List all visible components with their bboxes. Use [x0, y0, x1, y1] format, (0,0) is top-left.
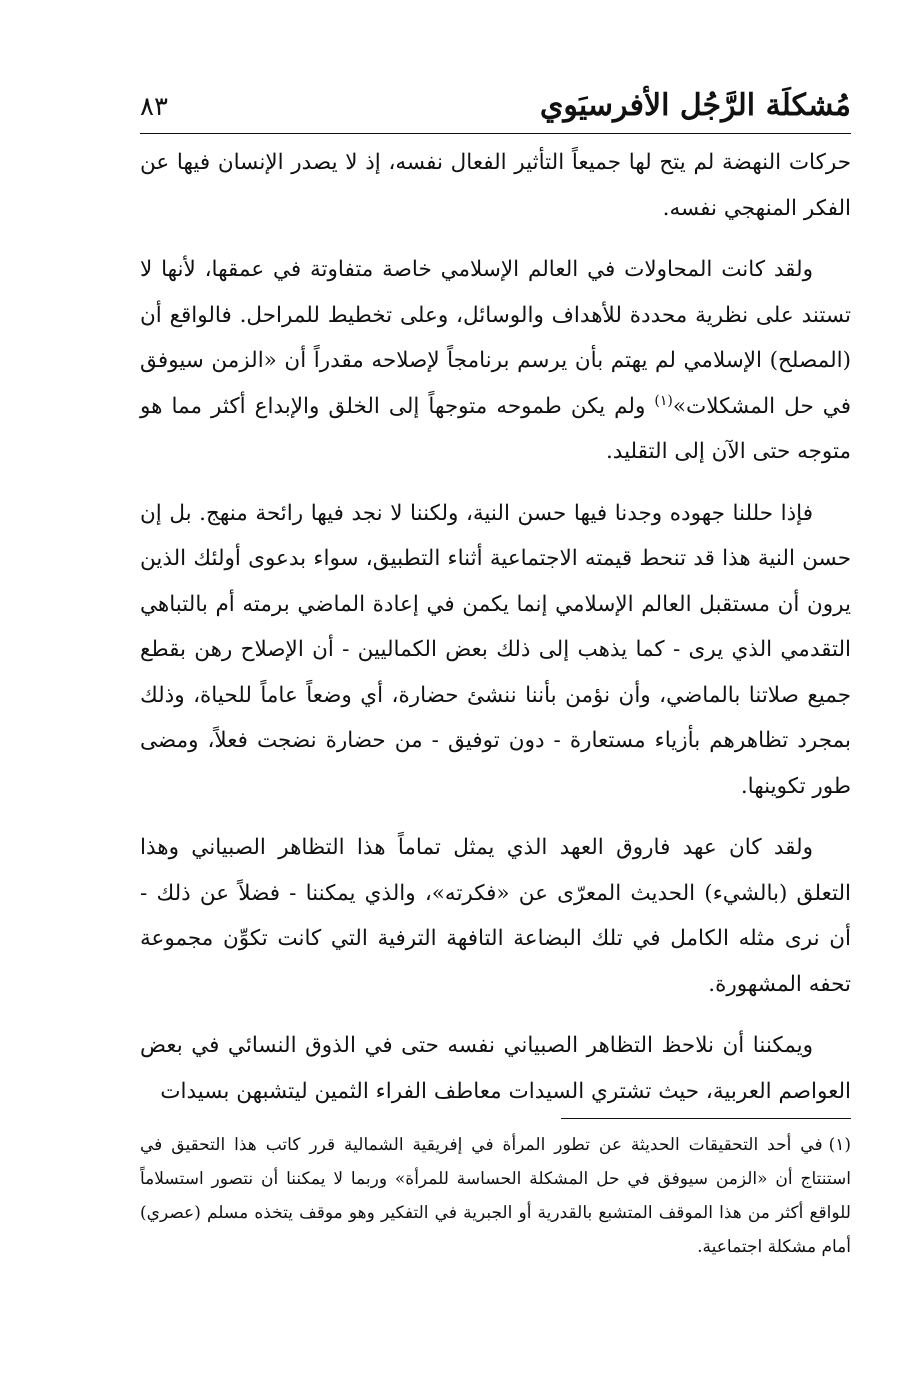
footnote-number: (١) [828, 1135, 851, 1155]
header-divider [140, 133, 851, 134]
footnote-reference: (١) [654, 392, 673, 409]
paragraph-4: ولقد كان عهد فاروق العهد الذي يمثل تماماً هذا التظاهر الصبياني وهذا التعلق (بالشيء) الحديث المعرّى عن «فكرته»، والذي يمكننا - فضلاً عن ذلك - أن نرى مثله الكامل في تلك البضاعة التافهة الترفية التي كانت تكوِّن مجموعة تحفه المشهورة. [140, 835, 851, 997]
footnote-1 [140, 1128, 851, 1264]
paragraph-1: حركات النهضة لم يتح لها جميعاً التأثير الفعال نفسه، إذ لا يصدر الإنسان فيها عن الفكر المنهجي نفسه. [140, 150, 851, 221]
paragraph-2 [140, 247, 851, 475]
footnote-text: في أحد التحقيقات الحديثة عن تطور المرأة في إفريقية الشمالية قرر كاتب هذا التحقيق في استنتاج أن «الزمن سيوفق في حل المشكلة الحساسة للمرأة» وربما لا يمكننا أن نتصور استسلاماً للواقع أكثر من هذا الموقف المتشبع بالقدرية أو الجبرية في التفكير وهو موقف يتخذه مسلم (عصري) أمام مشكلة اجتماعية. [140, 1135, 851, 1257]
page-number: ٨٣ [140, 92, 168, 122]
body-text [140, 140, 851, 1130]
running-title: مُشكلَة الرَّجُل الأفرسيَوي [539, 88, 851, 123]
paragraph-3: فإذا حللنا جهوده وجدنا فيها حسن النية، ولكننا لا نجد فيها رائحة منهج. بل إن حسن النية هذا قد تنحط قيمته الاجتماعية أثناء التطبيق، سواء بدعوى أولئك الذين يرون أن مستقبل العالم الإسلامي إنما يكمن في إعادة الماضي برمته أم بالتباهي التقدمي الذي يرى - كما يذهب إلى ذلك بعض الكماليين - أن الإصلاح رهن بقطع جميع صلاتنا بالماضي، وأن نؤمن بأننا ننشئ حضارة، أي وضعاً عاماً للحياة، وذلك بمجرد تظاهرهم بأزياء مستعارة - دون توفيق - من حضارة نضجت فعلاً، ومضى طور تكوينها. [140, 500, 851, 799]
paragraph-5: ويمكننا أن نلاحظ التظاهر الصبياني نفسه حتى في الذوق النسائي في بعض العواصم العربية، حيث تشتري السيدات معاطف الفراء الثمين ليتشبهن بسيدات [140, 1033, 851, 1104]
paragraph-2-text-a: ولقد كانت المحاولات في العالم الإسلامي خاصة متفاوتة في عمقها، لأنها لا تستند على نظرية محددة للأهداف والوسائل، وعلى تخطيط للمراحل. فالواقع أن (المصلح) الإسلامي لم يهتم بأن يرسم برنامجاً لإصلاحه مقدراً أن «الزمن سيوفق في حل المشكلات» [140, 257, 851, 419]
footnotes [140, 1128, 851, 1264]
running-header [140, 84, 851, 134]
footnote-divider [561, 1118, 851, 1119]
paragraph-2-text-b: ولم يكن طموحه متوجهاً إلى الخلق والإبداع أكثر مما هو متوجه حتى الآن إلى التقليد. [140, 393, 851, 464]
